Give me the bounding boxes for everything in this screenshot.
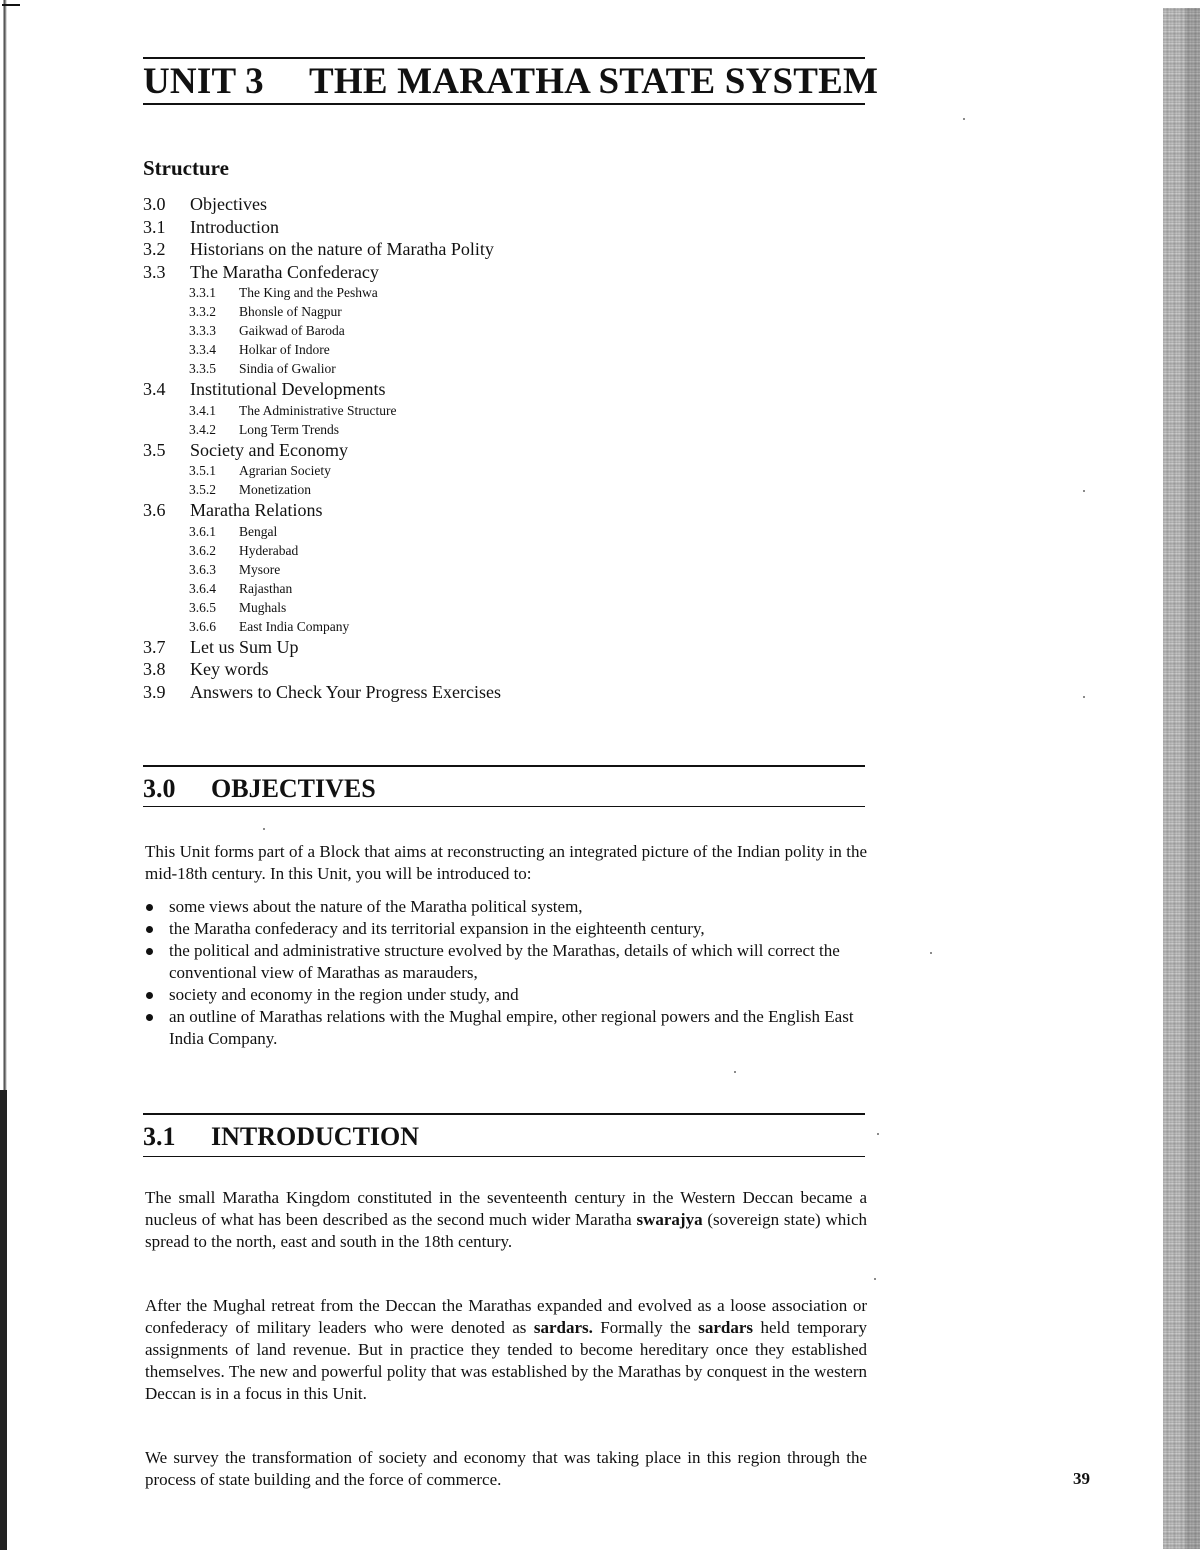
toc-number: 3.3.2 bbox=[189, 304, 216, 319]
toc-number: 3.6.2 bbox=[189, 542, 216, 558]
toc-number: 3.4.1 bbox=[189, 402, 216, 418]
toc-subentry bbox=[143, 340, 863, 359]
toc-number: 3.7 bbox=[143, 636, 166, 657]
toc-label: Introduction bbox=[190, 216, 279, 237]
toc-number: 3.5.2 bbox=[189, 482, 216, 497]
section-heading-objectives bbox=[143, 772, 376, 806]
toc-entry bbox=[143, 499, 863, 522]
toc-number: 3.6 bbox=[143, 500, 166, 520]
toc-label: The Maratha Confederacy bbox=[190, 261, 379, 282]
table-of-contents bbox=[143, 193, 863, 703]
toc-label: Mysore bbox=[239, 561, 281, 577]
toc-number: 3.2 bbox=[143, 239, 166, 259]
toc-label: The Administrative Structure bbox=[239, 402, 397, 418]
bullet-icon bbox=[146, 948, 153, 955]
toc-label: Maratha Relations bbox=[190, 500, 323, 520]
toc-label: The King and the Peshwa bbox=[239, 285, 378, 300]
toc-label: Key words bbox=[190, 659, 269, 679]
toc-entry bbox=[143, 193, 863, 216]
scan-speck bbox=[263, 828, 265, 830]
toc-label: Mughals bbox=[239, 599, 287, 615]
bullet-icon bbox=[146, 926, 153, 933]
section-rule-bottom bbox=[143, 806, 865, 807]
toc-label: Hyderabad bbox=[239, 542, 299, 558]
toc-number: 3.3.4 bbox=[189, 342, 216, 357]
objective-text: society and economy in the region under study, and bbox=[169, 985, 519, 1004]
toc-subentry bbox=[143, 401, 863, 420]
toc-number: 3.3.3 bbox=[189, 323, 216, 338]
toc-entry bbox=[143, 439, 863, 462]
unit-title: THE MARATHA STATE SYSTEM bbox=[309, 61, 879, 102]
objective-item bbox=[145, 918, 867, 940]
toc-number: 3.0 bbox=[143, 194, 166, 214]
toc-number: 3.8 bbox=[143, 659, 166, 679]
objectives-list bbox=[145, 896, 867, 1050]
toc-label: Bengal bbox=[239, 523, 278, 539]
toc-number: 3.3.5 bbox=[189, 361, 216, 376]
toc-subentry bbox=[143, 598, 863, 617]
intro-paragraph-1 bbox=[145, 1187, 867, 1253]
objective-text: the political and administrative structure evolved by the Marathas, details of which will correct the conventional view of Marathas as marauders, bbox=[169, 941, 840, 982]
scan-speck bbox=[963, 118, 965, 120]
toc-entry bbox=[143, 636, 863, 659]
toc-number: 3.4.2 bbox=[189, 421, 216, 437]
scan-margin-shadow bbox=[0, 1090, 7, 1550]
toc-label: Rajasthan bbox=[239, 580, 293, 596]
objective-text: some views about the nature of the Maratha political system, bbox=[169, 897, 583, 916]
section-rule-top bbox=[143, 1113, 865, 1115]
objective-text: an outline of Marathas relations with the Mughal empire, other regional powers and the English East India Company. bbox=[169, 1007, 854, 1048]
toc-subentry bbox=[143, 359, 863, 378]
term-sardars: sardars bbox=[698, 1318, 754, 1337]
objective-item bbox=[145, 1006, 867, 1050]
toc-number: 3.6.1 bbox=[189, 523, 216, 539]
toc-label: Objectives bbox=[190, 194, 267, 214]
bullet-icon bbox=[146, 992, 153, 999]
toc-label: Agrarian Society bbox=[239, 463, 331, 478]
structure-title: Structure bbox=[143, 156, 229, 180]
toc-label: Holkar of Indore bbox=[239, 342, 330, 357]
bullet-icon bbox=[146, 904, 153, 911]
toc-number: 3.3.1 bbox=[189, 285, 216, 300]
bullet-icon bbox=[146, 1014, 153, 1021]
toc-label: Gaikwad of Baroda bbox=[239, 323, 345, 338]
section-title: INTRODUCTION bbox=[211, 1122, 420, 1151]
scan-speck bbox=[874, 1278, 876, 1280]
toc-label: Sindia of Gwalior bbox=[239, 361, 336, 376]
toc-label: Bhonsle of Nagpur bbox=[239, 304, 342, 319]
objective-item bbox=[145, 940, 867, 984]
section-heading-introduction bbox=[143, 1120, 419, 1154]
toc-label: East India Company bbox=[239, 618, 350, 634]
text-run: held temporary assignments of land revenue. But in practice they tended to become hereditary once they established themselves. The new and powerful polity that was established by the Marathas by conquest in the western Deccan is in a focus in this Unit. bbox=[145, 1318, 867, 1403]
toc-subentry bbox=[143, 420, 863, 439]
toc-number: 3.6.4 bbox=[189, 580, 216, 596]
section-rule-top bbox=[143, 765, 865, 767]
scan-speck bbox=[1083, 490, 1085, 492]
toc-label: Long Term Trends bbox=[239, 421, 340, 437]
page-number: 39 bbox=[1073, 1469, 1090, 1488]
text-run: (sovereign state) which spread to the north, east and south in the 18th century. bbox=[145, 1210, 867, 1251]
toc-subentry bbox=[143, 560, 863, 579]
toc-subentry bbox=[143, 321, 863, 340]
section-rule-bottom bbox=[143, 1156, 865, 1157]
scan-speck bbox=[1083, 696, 1085, 698]
toc-number: 3.6.3 bbox=[189, 561, 216, 577]
toc-number: 3.6.6 bbox=[189, 618, 216, 634]
toc-entry bbox=[143, 378, 863, 401]
objectives-intro: This Unit forms part of a Block that aims at reconstructing an integrated picture of the Indian polity in the mid-18th century. In this Unit, you will be introduced to: bbox=[145, 842, 867, 883]
scan-speck bbox=[930, 952, 932, 954]
toc-entry bbox=[143, 261, 863, 284]
toc-entry bbox=[143, 681, 863, 704]
intro-paragraph-2 bbox=[145, 1295, 867, 1405]
unit-heading bbox=[143, 58, 903, 106]
toc-label: Historians on the nature of Maratha Polity bbox=[190, 239, 494, 259]
section-title: OBJECTIVES bbox=[211, 774, 376, 803]
term-swarajya: swarajya bbox=[636, 1210, 703, 1229]
intro-paragraph-3: We survey the transformation of society and economy that was taking place in this region through the process of state building and the force of commerce. bbox=[145, 1448, 867, 1489]
toc-number: 3.9 bbox=[143, 681, 166, 702]
toc-label: Society and Economy bbox=[190, 439, 348, 460]
toc-subentry bbox=[143, 541, 863, 560]
toc-number: 3.5.1 bbox=[189, 463, 216, 478]
toc-number: 3.6.5 bbox=[189, 599, 216, 615]
toc-subentry bbox=[143, 302, 863, 321]
toc-label: Answers to Check Your Progress Exercises bbox=[190, 681, 501, 702]
toc-number: 3.5 bbox=[143, 439, 166, 460]
toc-subentry bbox=[143, 522, 863, 541]
term-sardars: sardars. bbox=[533, 1318, 593, 1337]
toc-entry bbox=[143, 216, 863, 239]
toc-subentry bbox=[143, 480, 863, 499]
text-run: The small Maratha Kingdom constituted in the seventeenth century in the Western Deccan became a nucleus of what has been described as the second much wider Maratha bbox=[145, 1188, 867, 1229]
toc-label: Let us Sum Up bbox=[190, 636, 299, 657]
scan-speck bbox=[877, 1133, 879, 1135]
toc-subentry bbox=[143, 283, 863, 302]
toc-label: Monetization bbox=[239, 482, 311, 497]
objective-text: the Maratha confederacy and its territorial expansion in the eighteenth century, bbox=[169, 919, 705, 938]
toc-subentry bbox=[143, 617, 863, 636]
toc-number: 3.3 bbox=[143, 261, 166, 282]
toc-label: Institutional Developments bbox=[190, 379, 386, 399]
scan-mark bbox=[2, 4, 20, 6]
text-run: Formally the bbox=[592, 1318, 699, 1337]
toc-entry bbox=[143, 658, 863, 681]
text-run: After the Mughal retreat from the Deccan the Marathas expanded and evolved as a loose association or confederacy of military leaders who were denoted as bbox=[145, 1296, 867, 1337]
toc-subentry bbox=[143, 461, 863, 480]
toc-number: 3.1 bbox=[143, 216, 166, 237]
toc-subentry bbox=[143, 579, 863, 598]
objective-item bbox=[145, 896, 867, 918]
toc-entry bbox=[143, 238, 863, 261]
heading-rule-bottom bbox=[143, 103, 865, 105]
objective-item bbox=[145, 984, 867, 1006]
toc-number: 3.4 bbox=[143, 379, 166, 399]
section-number: 3.0 bbox=[143, 774, 176, 803]
section-number: 3.1 bbox=[143, 1122, 176, 1151]
scan-edge-shadow bbox=[1185, 8, 1200, 1549]
scan-speck bbox=[734, 1071, 736, 1073]
unit-number: UNIT 3 bbox=[143, 61, 264, 102]
